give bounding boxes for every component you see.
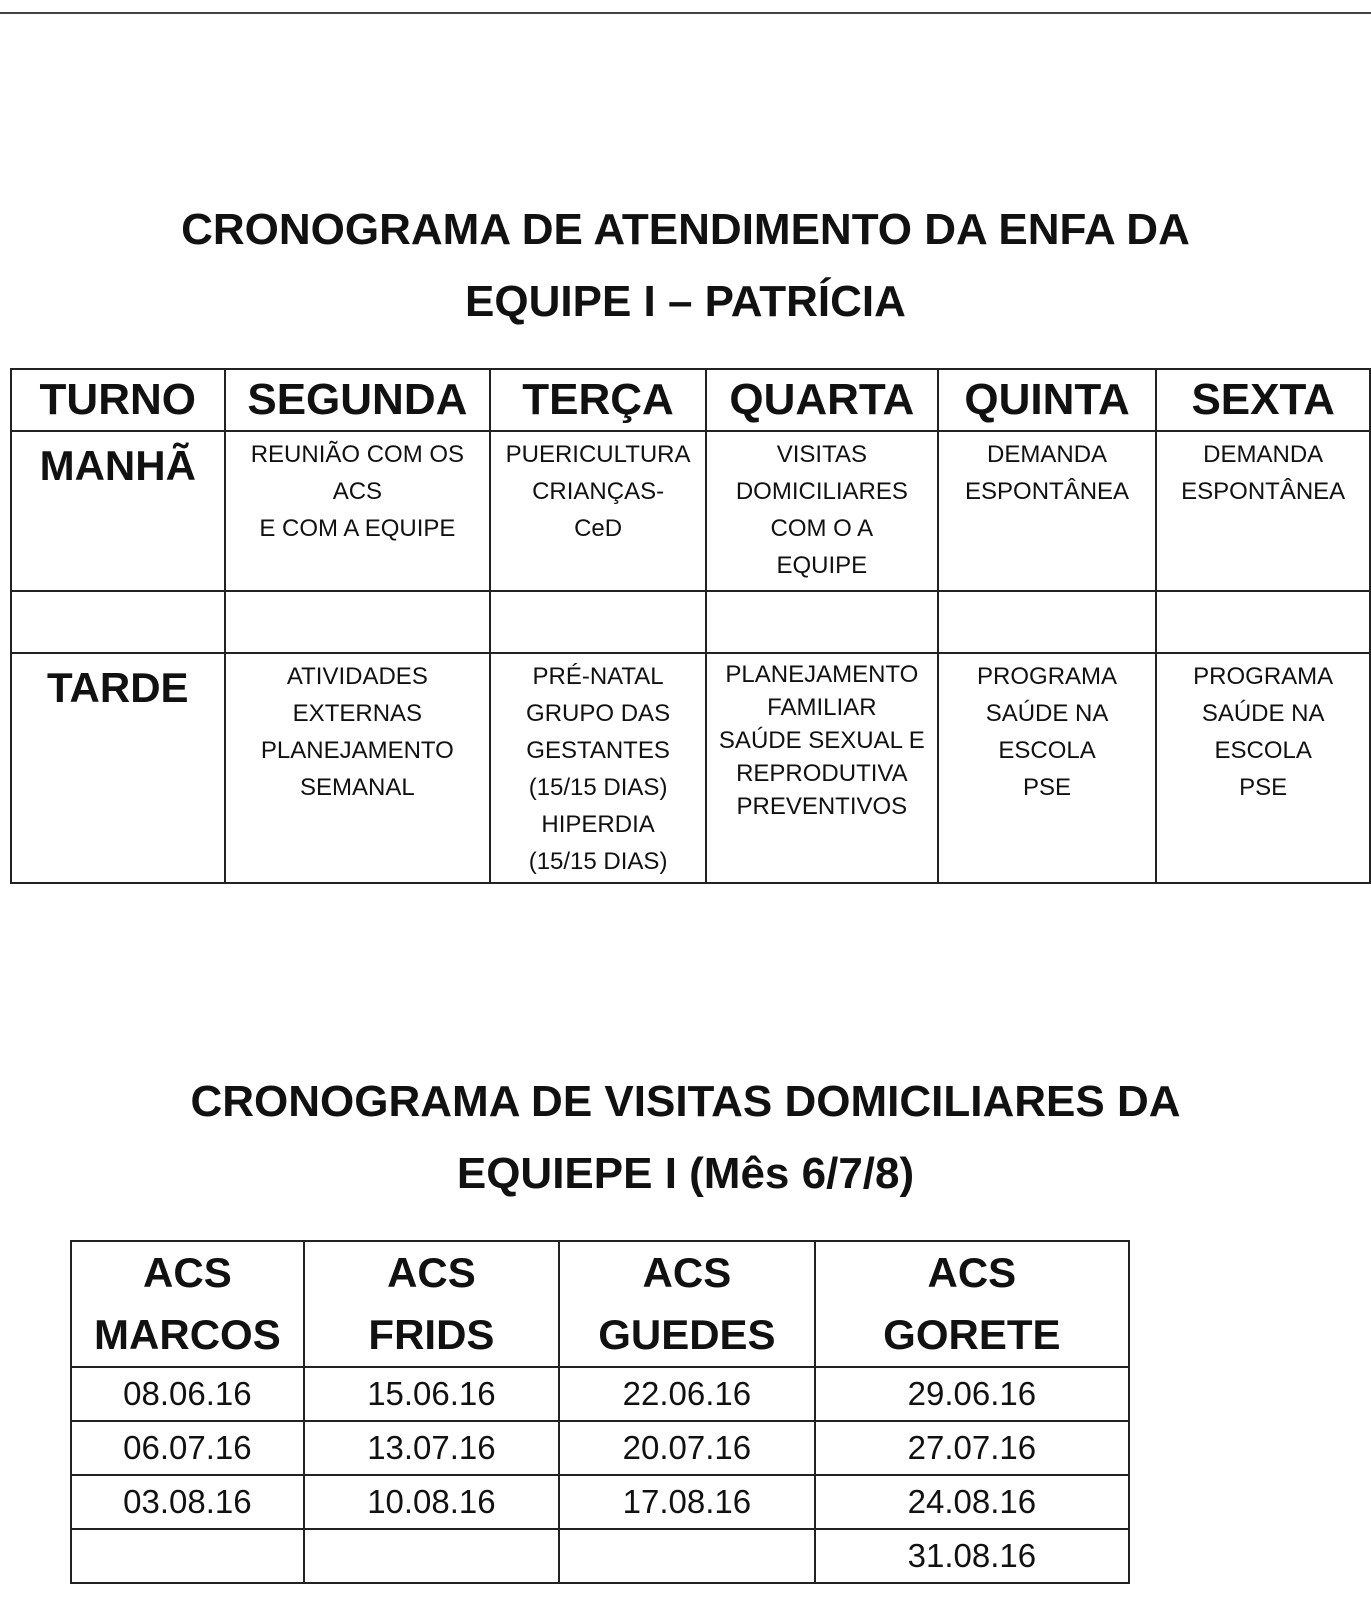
header-acs-gorete: [815, 1241, 1129, 1367]
afternoon-segunda: [225, 653, 491, 883]
header-line: ACS: [642, 1249, 732, 1296]
afternoon-sexta: [1156, 653, 1370, 883]
cell-line: (15/15 DIAS): [528, 774, 668, 801]
cell-line: ACS: [332, 478, 383, 505]
cell-line: DEMANDA: [987, 441, 1108, 468]
visits-row: [71, 1367, 1129, 1421]
header-line: GUEDES: [598, 1311, 776, 1358]
header-acs-guedes: [559, 1241, 815, 1367]
visit-date: 20.07.16: [559, 1421, 815, 1475]
cell-line: CeD: [574, 515, 623, 542]
afternoon-row: [11, 653, 1370, 883]
visits-row: [71, 1529, 1129, 1583]
schedule-header-row: [11, 369, 1370, 431]
visits-table: [70, 1240, 1130, 1584]
afternoon-quinta: [938, 653, 1157, 883]
cell-line: PROGRAMA: [1193, 663, 1334, 690]
cell-line: REUNIÃO COM OS: [250, 441, 465, 468]
morning-quarta: [706, 431, 938, 591]
visit-date: 13.07.16: [304, 1421, 559, 1475]
cell-line: SEMANAL: [300, 774, 415, 801]
blank-cell: [11, 591, 225, 653]
header-line: ACS: [927, 1249, 1017, 1296]
visit-date: 24.08.16: [815, 1475, 1129, 1529]
cell-line: ESPONTÂNEA: [1181, 478, 1346, 505]
visit-date: 17.08.16: [559, 1475, 815, 1529]
cell-line: FAMILIAR: [767, 694, 877, 721]
morning-sexta: [1156, 431, 1370, 591]
blank-cell: [490, 591, 706, 653]
header-line: MARCOS: [94, 1311, 281, 1358]
cell-line: PUERICULTURA: [505, 441, 691, 468]
visits-row: [71, 1475, 1129, 1529]
morning-quinta: [938, 431, 1157, 591]
blank-cell: [938, 591, 1157, 653]
cell-line: DEMANDA: [1203, 441, 1324, 468]
cell-line: SAÚDE SEXUAL E: [718, 727, 925, 754]
schedule-title-line2: EQUIPE I – PATRÍCIA: [465, 277, 906, 326]
schedule-table: [10, 368, 1371, 884]
cell-line: ATIVIDADES: [286, 663, 428, 690]
cell-line: SAÚDE NA: [1201, 700, 1325, 727]
header-line: ACS: [143, 1249, 232, 1296]
blank-cell: [225, 591, 491, 653]
blank-row: [11, 591, 1370, 653]
afternoon-terca: [490, 653, 706, 883]
turno-manha: MANHÃ: [11, 431, 225, 591]
cell-line: PRÉ-NATAL: [532, 663, 664, 690]
cell-line: EQUIPE: [776, 552, 868, 579]
header-turno: TURNO: [11, 369, 225, 431]
cell-line: ESCOLA: [998, 737, 1096, 764]
cell-line: PREVENTIVOS: [736, 793, 908, 820]
morning-row: [11, 431, 1370, 591]
visits-row: [71, 1421, 1129, 1475]
afternoon-quarta: [706, 653, 938, 883]
header-quarta: QUARTA: [706, 369, 938, 431]
cell-line: HIPERDIA: [541, 811, 655, 838]
morning-segunda: [225, 431, 491, 591]
visit-date: 03.08.16: [71, 1475, 304, 1529]
cell-line: PSE: [1023, 774, 1072, 801]
blank-cell: [1156, 591, 1370, 653]
visit-date: [304, 1529, 559, 1583]
cell-line: PLANEJAMENTO: [725, 661, 919, 688]
visit-date: [71, 1529, 304, 1583]
cell-line: EXTERNAS: [292, 700, 423, 727]
header-terca: TERÇA: [490, 369, 706, 431]
visit-date: 06.07.16: [71, 1421, 304, 1475]
morning-terca: [490, 431, 706, 591]
top-rule: [0, 12, 1371, 14]
cell-line: COM O A: [770, 515, 874, 542]
header-quinta: QUINTA: [938, 369, 1157, 431]
visit-date: 10.08.16: [304, 1475, 559, 1529]
visits-title-line2: EQUIEPE I (Mês 6/7/8): [456, 1149, 915, 1198]
header-acs-marcos: [71, 1241, 304, 1367]
cell-line: REPRODUTIVA: [736, 760, 908, 787]
cell-line: DOMICILIARES: [735, 478, 908, 505]
cell-line: CRIANÇAS-: [532, 478, 665, 505]
header-segunda: SEGUNDA: [225, 369, 491, 431]
cell-line: VISITAS: [776, 441, 867, 468]
visit-date: 22.06.16: [559, 1367, 815, 1421]
visit-date: 15.06.16: [304, 1367, 559, 1421]
cell-line: GESTANTES: [526, 737, 670, 764]
visit-date: 08.06.16: [71, 1367, 304, 1421]
cell-line: E COM A EQUIPE: [259, 515, 456, 542]
cell-line: PROGRAMA: [977, 663, 1118, 690]
header-line: GORETE: [883, 1311, 1061, 1358]
visit-date: 29.06.16: [815, 1367, 1129, 1421]
cell-line: ESCOLA: [1214, 737, 1312, 764]
header-acs-frids: [304, 1241, 559, 1367]
visit-date: 31.08.16: [815, 1529, 1129, 1583]
cell-line: PSE: [1239, 774, 1288, 801]
cell-line: GRUPO DAS: [526, 700, 671, 727]
visit-date: [559, 1529, 815, 1583]
header-sexta: SEXTA: [1156, 369, 1370, 431]
visits-header-row: [71, 1241, 1129, 1367]
turno-tarde: TARDE: [11, 653, 225, 883]
cell-line: SAÚDE NA: [985, 700, 1109, 727]
cell-line: ESPONTÂNEA: [965, 478, 1130, 505]
header-line: FRIDS: [368, 1311, 495, 1358]
visit-date: 27.07.16: [815, 1421, 1129, 1475]
visits-title-line1: CRONOGRAMA DE VISITAS DOMICILIARES DA: [190, 1077, 1181, 1126]
cell-line: (15/15 DIAS): [528, 848, 668, 875]
blank-cell: [706, 591, 938, 653]
schedule-title-line1: CRONOGRAMA DE ATENDIMENTO DA ENFA DA: [181, 205, 1190, 254]
header-line: ACS: [387, 1249, 476, 1296]
cell-line: PLANEJAMENTO: [260, 737, 454, 764]
